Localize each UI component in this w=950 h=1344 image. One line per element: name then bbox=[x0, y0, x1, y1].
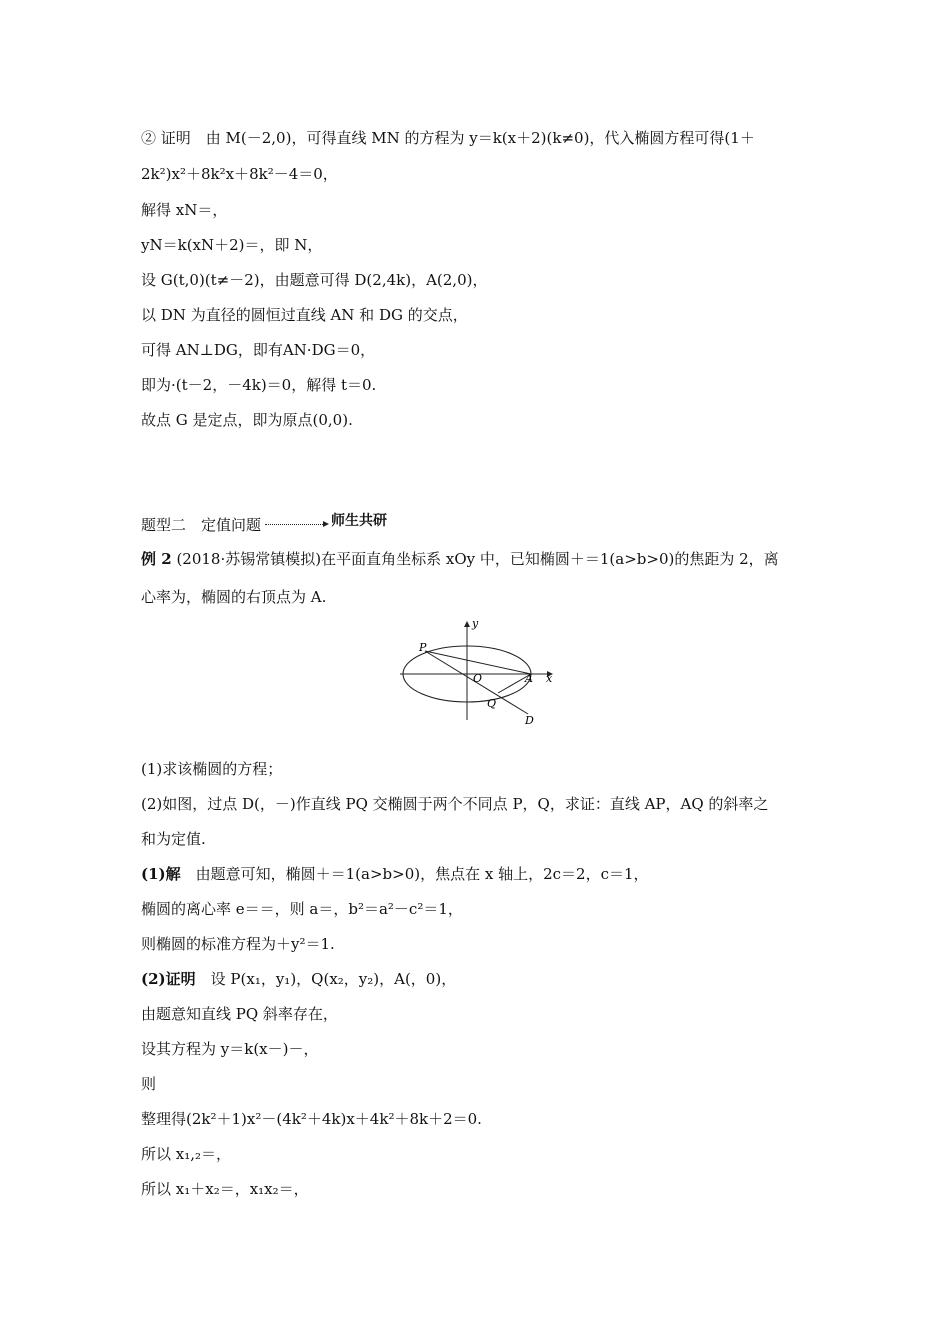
solution-2-line-7: 所以 x₁＋x₂＝，x₁x₂＝， bbox=[141, 1180, 309, 1198]
solution-2-line-2: 由题意知直线 PQ 斜率存在， bbox=[141, 1005, 338, 1023]
line-ap bbox=[425, 651, 531, 674]
proof-line-2: 2k²)x²＋8k²x＋8k²－4＝0， bbox=[141, 165, 338, 183]
solution-2-line-1 bbox=[141, 969, 456, 989]
section-heading bbox=[141, 515, 387, 535]
label-d: D bbox=[525, 714, 534, 727]
section-title: 题型二 定值问题 bbox=[141, 516, 262, 534]
proof-line-5: 设 G(t,0)(t≠－2)，由题意可得 D(2,4k)，A(2,0)， bbox=[141, 271, 488, 289]
solution-2-line-4: 则 bbox=[141, 1075, 157, 1093]
solution-2-line-6: 所以 x₁,₂＝， bbox=[141, 1145, 232, 1163]
solution-1-line-1 bbox=[141, 864, 649, 884]
question-2-line-1: (2)如图，过点 D(，－)作直线 PQ 交椭圆于两个不同点 P，Q，求证：直线 AP，AQ 的斜率之 bbox=[141, 795, 769, 813]
label-q: Q bbox=[487, 697, 497, 710]
solution-1-line-2: 椭圆的离心率 e＝＝，则 a＝，b²＝a²－c²＝1， bbox=[141, 900, 463, 918]
ellipse-figure bbox=[395, 615, 560, 730]
question-1: (1)求该椭圆的方程； bbox=[141, 760, 283, 778]
label-a: A bbox=[525, 672, 533, 685]
proof-line-1: ② 证明 由 M(－2,0)，可得直线 MN 的方程为 y＝k(x＋2)(k≠0)，代入椭圆方程可得(1＋ bbox=[141, 129, 755, 147]
section-tag: 师生共研 bbox=[331, 513, 388, 529]
label-p: P bbox=[419, 641, 427, 654]
example-text-1: (2018·苏锡常镇模拟)在平面直角坐标系 xOy 中，已知椭圆＋＝1(a>b>0)的焦距为 2，离 bbox=[176, 550, 779, 568]
example-line-2: 心率为，椭圆的右顶点为 A. bbox=[141, 588, 327, 606]
solution-2-label: (2)证明 bbox=[141, 970, 196, 988]
label-y: y bbox=[472, 617, 479, 630]
example-label: 例 2 bbox=[141, 550, 172, 568]
proof-line-6: 以 DN 为直径的圆恒过直线 AN 和 DG 的交点， bbox=[141, 306, 468, 324]
example-line-1 bbox=[141, 549, 779, 569]
solution-2-text-1: 设 P(x₁，y₁)，Q(x₂，y₂)，A(，0)， bbox=[195, 970, 457, 988]
question-2-line-2: 和为定值. bbox=[141, 830, 206, 848]
proof-line-9: 故点 G 是定点，即为原点(0,0). bbox=[141, 411, 353, 429]
solution-1-label: (1)解 bbox=[141, 865, 181, 883]
solution-1-text-1: 由题意可知，椭圆＋＝1(a>b>0)，焦点在 x 轴上，2c＝2，c＝1， bbox=[180, 865, 649, 883]
solution-2-line-3: 设其方程为 y＝k(x－)－， bbox=[141, 1040, 319, 1058]
proof-line-3: 解得 xN＝， bbox=[141, 201, 228, 219]
proof-line-7: 可得 AN⊥DG，即有AN·DG＝0， bbox=[141, 341, 376, 359]
solution-1-line-3: 则椭圆的标准方程为＋y²＝1. bbox=[141, 935, 335, 953]
y-axis-arrow-icon bbox=[464, 621, 470, 627]
solution-2-line-5: 整理得(2k²＋1)x²－(4k²＋4k)x＋4k²＋8k＋2＝0. bbox=[141, 1110, 482, 1128]
arrow-right-icon bbox=[265, 524, 327, 527]
label-x: x bbox=[546, 672, 553, 685]
proof-line-8: 即为·(t－2，－4k)＝0，解得 t＝0. bbox=[141, 376, 377, 394]
proof-line-4: yN＝k(xN＋2)＝，即 N， bbox=[141, 236, 323, 254]
label-o: O bbox=[473, 672, 483, 685]
